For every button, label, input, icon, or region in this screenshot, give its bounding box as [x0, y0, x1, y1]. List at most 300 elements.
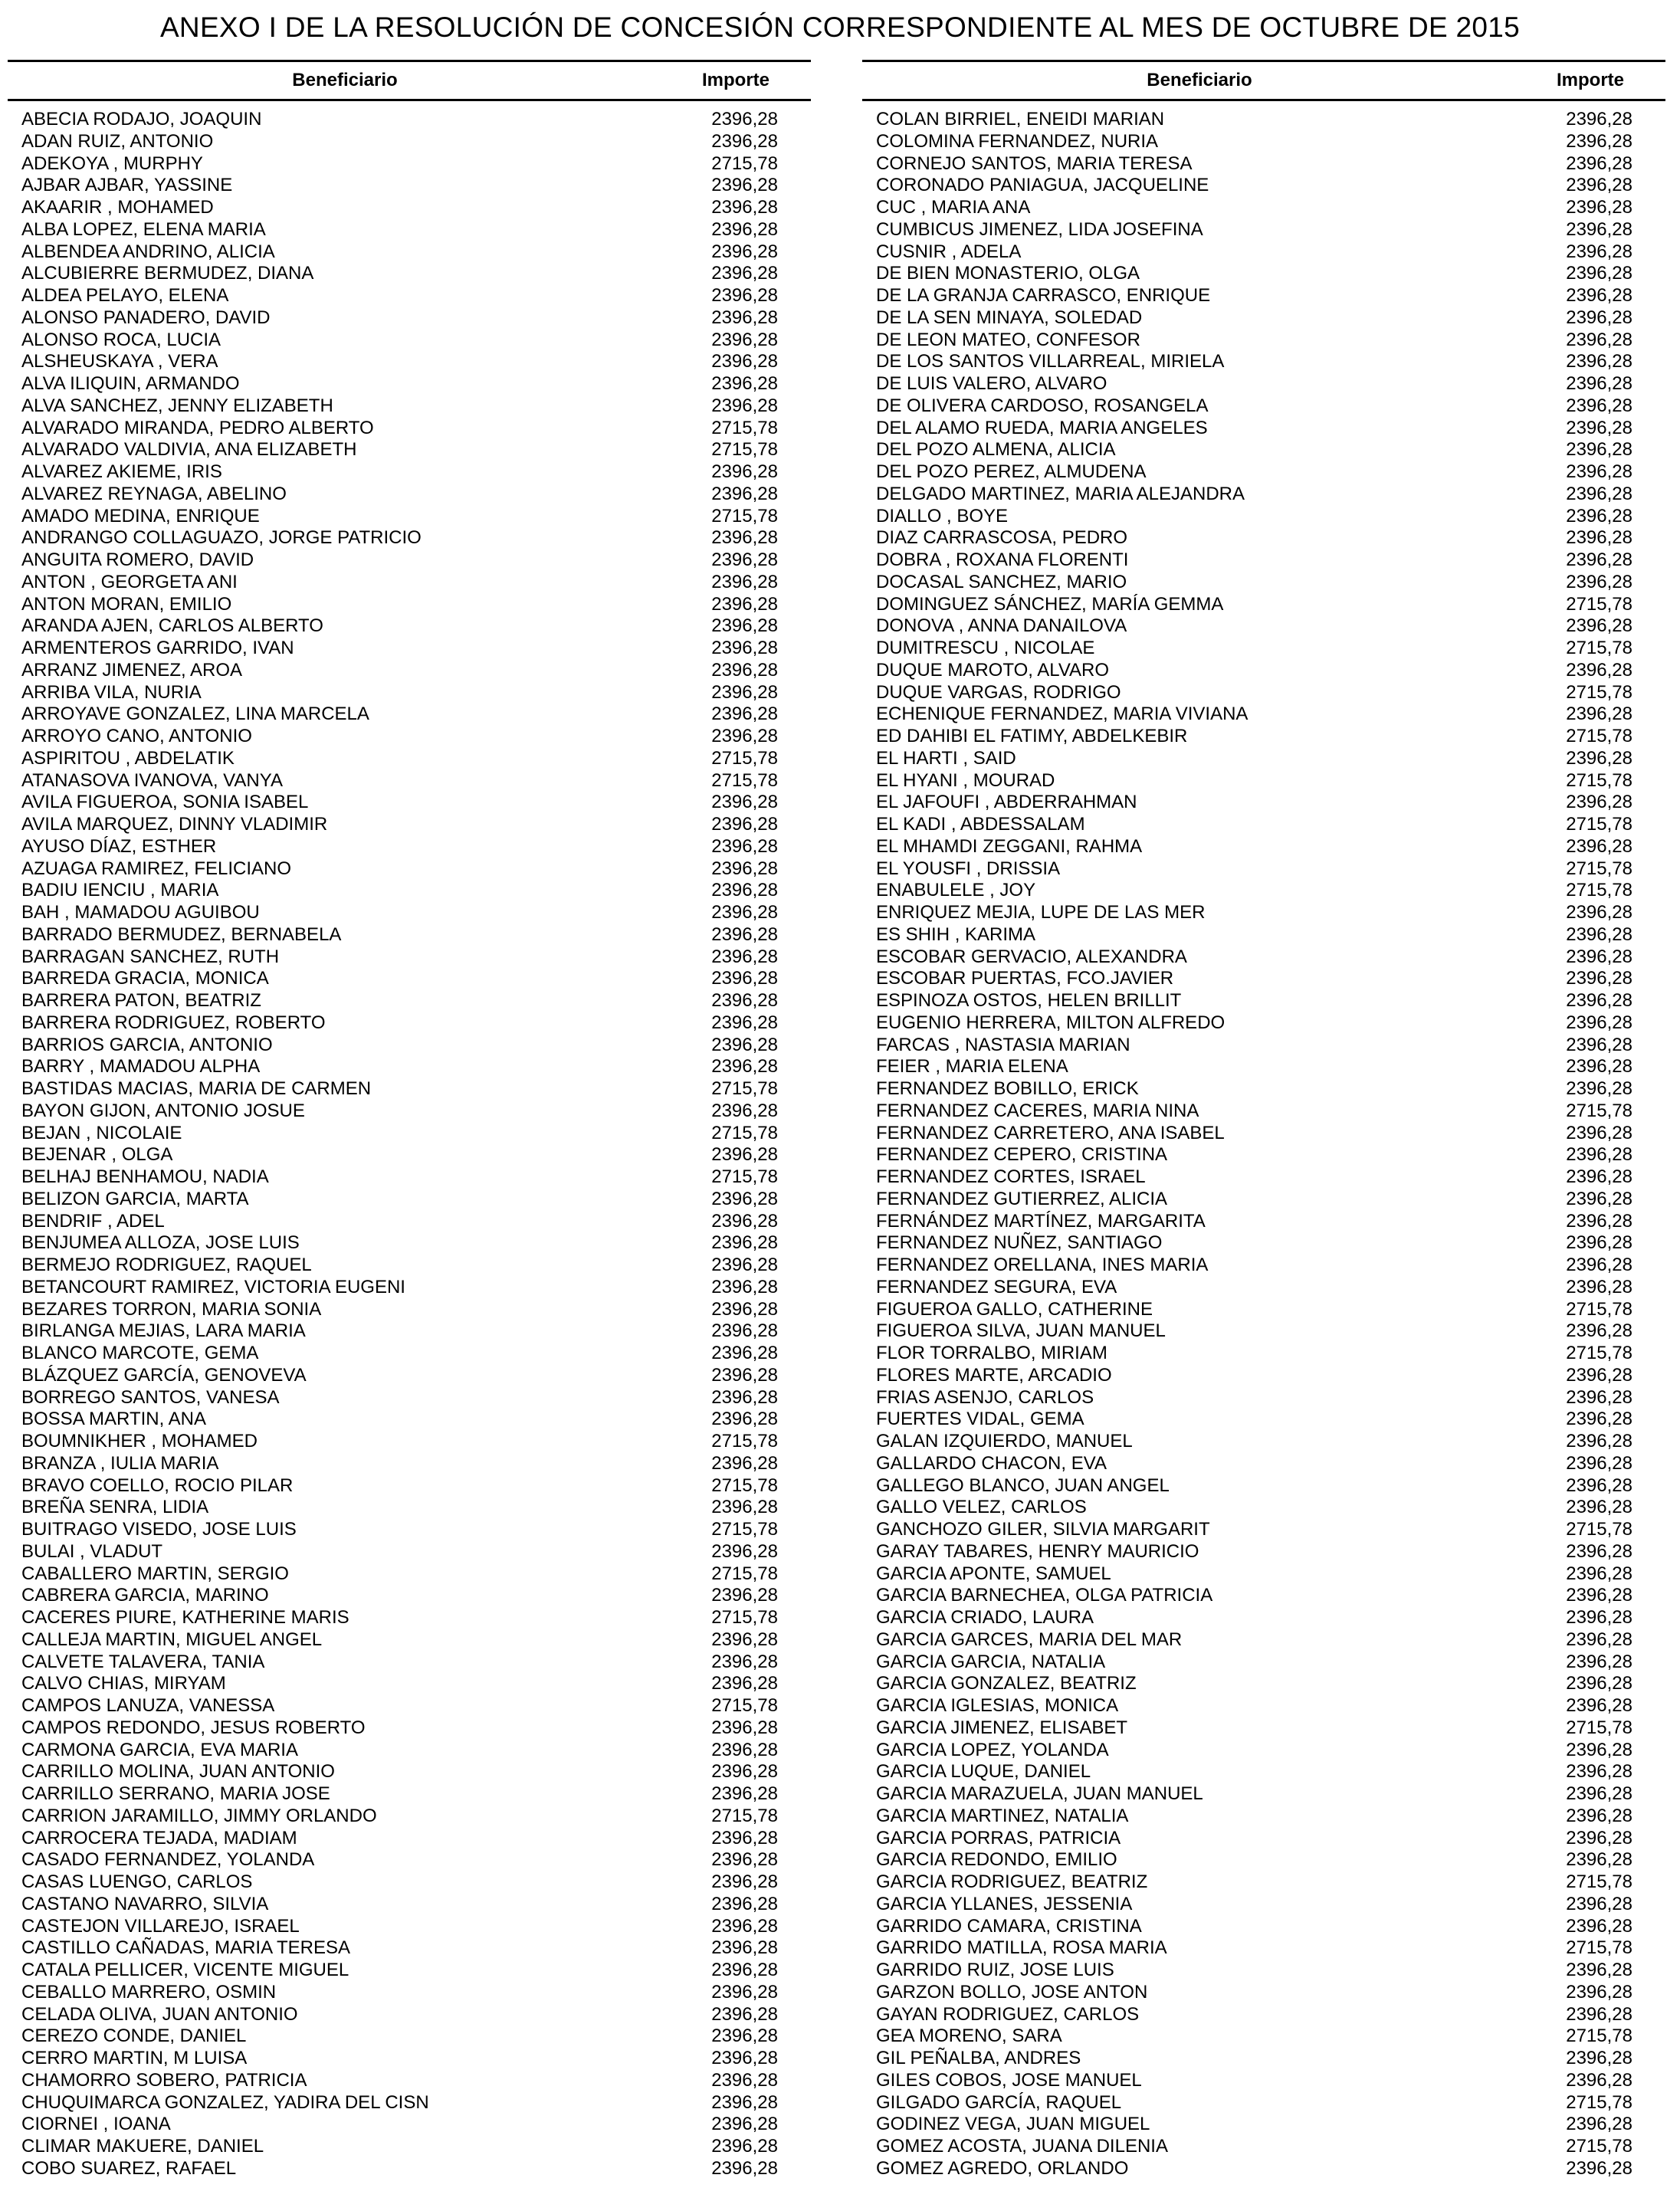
beneficiary-table-right	[862, 60, 1665, 2180]
table-row	[862, 1211, 1665, 1233]
amount-value: 2396,28	[1566, 2069, 1632, 2091]
beneficiary-name: EL JAFOUFI , ABDERRAHMAN	[876, 792, 1137, 813]
beneficiary-name: DOCASAL SANCHEZ, MARIO	[876, 571, 1127, 592]
beneficiary-table-left	[8, 60, 811, 2180]
table-row	[8, 1255, 811, 1277]
amount-value: 2396,28	[1566, 1585, 1632, 1606]
table-row	[8, 1211, 811, 1233]
beneficiary-name: ENABULELE , JOY	[876, 880, 1036, 901]
beneficiary-name: GAYAN RODRIGUEZ, CARLOS	[876, 2003, 1140, 2025]
amount-value: 2396,28	[711, 395, 778, 416]
amount-value: 2396,28	[1566, 130, 1632, 152]
beneficiary-name: BULAI , VLADUT	[21, 1540, 163, 1562]
table-row	[862, 131, 1665, 153]
amount-value: 2396,28	[711, 946, 778, 967]
amount-value: 2396,28	[1566, 1960, 1632, 1980]
amount-value: 2396,28	[711, 2048, 778, 2068]
amount-value: 2396,28	[1566, 1915, 1632, 1937]
amount-value: 2396,28	[1566, 1563, 1632, 1584]
table-row	[8, 1519, 811, 1541]
table-row	[862, 1695, 1665, 1717]
beneficiary-name: GARCIA REDONDO, EMILIO	[876, 1849, 1117, 1871]
beneficiary-name: FERNÁNDEZ MARTÍNEZ, MARGARITA	[876, 1210, 1206, 1232]
amount-value: 2396,28	[711, 1320, 778, 1342]
beneficiary-name: FARCAS , NASTASIA MARIAN	[876, 1034, 1130, 1055]
table-row	[8, 1100, 811, 1123]
table-row	[8, 2070, 811, 2092]
beneficiary-name: CASTEJON VILLAREJO, ISRAEL	[21, 1915, 300, 1937]
table-row	[862, 373, 1665, 395]
table-row	[862, 858, 1665, 881]
amount-value: 2396,28	[711, 1849, 778, 1871]
table-row	[862, 153, 1665, 175]
table-row	[8, 1320, 811, 1343]
amount-value: 2715,78	[1566, 593, 1632, 615]
amount-value: 2396,28	[1566, 571, 1632, 592]
beneficiary-name: CASTILLO CAÑADAS, MARIA TERESA	[21, 1937, 351, 1959]
beneficiary-name: DOMINGUEZ SÁNCHEZ, MARÍA GEMMA	[876, 593, 1224, 615]
amount-value: 2396,28	[711, 1056, 778, 1078]
table-row	[8, 770, 811, 792]
amount-value: 2396,28	[711, 2003, 778, 2025]
table-row	[862, 175, 1665, 197]
beneficiary-name: CORNEJO SANTOS, MARIA TERESA	[876, 153, 1193, 174]
beneficiary-name: COLAN BIRRIEL, ENEIDI MARIAN	[876, 109, 1165, 130]
header-bottom-rule	[8, 99, 811, 101]
amount-value: 2715,78	[1566, 1343, 1632, 1363]
table-row	[862, 902, 1665, 924]
beneficiary-name: CHAMORRO SOBERO, PATRICIA	[21, 2069, 307, 2091]
beneficiary-name: CUMBICUS JIMENEZ, LIDA JOSEFINA	[876, 218, 1203, 240]
beneficiary-name: CARRILLO MOLINA, JUAN ANTONIO	[21, 1761, 335, 1783]
table-row	[8, 880, 811, 902]
amount-value: 2396,28	[711, 218, 778, 240]
table-row	[8, 1035, 811, 1057]
amount-value: 2396,28	[711, 2114, 778, 2135]
beneficiary-name: DEL POZO PEREZ, ALMUDENA	[876, 461, 1147, 482]
amount-value: 2715,78	[1566, 681, 1632, 703]
table-row	[8, 131, 811, 153]
amount-value: 2396,28	[1566, 1144, 1632, 1166]
table-row	[862, 1894, 1665, 1916]
amount-value: 2396,28	[711, 109, 778, 130]
amount-value: 2396,28	[711, 858, 778, 879]
beneficiary-name: BARRERA PATON, BEATRIZ	[21, 990, 261, 1011]
amount-value: 2396,28	[1566, 615, 1632, 637]
beneficiary-name: COBO SUAREZ, RAFAEL	[21, 2157, 237, 2179]
beneficiary-name: BENJUMEA ALLOZA, JOSE LUIS	[21, 1232, 300, 1254]
amount-value: 2396,28	[711, 1871, 778, 1892]
amount-value: 2396,28	[1566, 1166, 1632, 1187]
amount-value: 2396,28	[1566, 1651, 1632, 1672]
amount-value: 2396,28	[711, 638, 778, 658]
amount-value: 2396,28	[1566, 307, 1632, 328]
amount-value: 2396,28	[1566, 1409, 1632, 1430]
beneficiary-name: CALVO CHIAS, MIRYAM	[21, 1673, 226, 1694]
table-row	[862, 1629, 1665, 1652]
table-row	[862, 1320, 1665, 1343]
beneficiary-name: EL MHAMDI ZEGGANI, RAHMA	[876, 835, 1143, 857]
beneficiary-name: BADIU IENCIU , MARIA	[21, 880, 219, 901]
beneficiary-name: DE LUIS VALERO, ALVARO	[876, 373, 1107, 394]
amount-value: 2396,28	[1566, 747, 1632, 769]
table-row	[862, 219, 1665, 241]
amount-value: 2396,28	[1566, 2157, 1632, 2179]
amount-value: 2396,28	[711, 2069, 778, 2091]
amount-value: 2396,28	[711, 1585, 778, 1606]
table-row	[862, 527, 1665, 549]
beneficiary-name: CUSNIR , ADELA	[876, 241, 1022, 262]
table-row	[862, 1166, 1665, 1189]
amount-value: 2396,28	[711, 1497, 778, 1518]
table-row	[8, 1673, 811, 1695]
table-row	[862, 1144, 1665, 1166]
table-row	[862, 1563, 1665, 1586]
table-row	[8, 1585, 811, 1607]
table-row	[862, 1277, 1665, 1299]
beneficiary-name: ANTON , GEORGETA ANI	[21, 571, 238, 592]
amount-value: 2715,78	[1566, 1100, 1632, 1121]
amount-value: 2396,28	[711, 351, 778, 372]
beneficiary-name: DE LEON MATEO, CONFESOR	[876, 329, 1140, 350]
beneficiary-name: EL YOUSFI , DRISSIA	[876, 858, 1061, 879]
table-row	[862, 814, 1665, 836]
table-row	[8, 968, 811, 990]
amount-value: 2396,28	[1566, 241, 1632, 262]
table-row	[8, 285, 811, 307]
amount-value: 2396,28	[711, 2157, 778, 2179]
amount-value: 2396,28	[711, 659, 778, 681]
beneficiary-name: CALLEJA MARTIN, MIGUEL ANGEL	[21, 1629, 323, 1650]
table-row	[862, 109, 1665, 131]
beneficiary-name: BERMEJO RODRIGUEZ, RAQUEL	[21, 1255, 312, 1275]
beneficiary-name: FLOR TORRALBO, MIRIAM	[876, 1343, 1107, 1363]
beneficiary-name: GANCHOZO GILER, SILVIA MARGARIT	[876, 1519, 1210, 1540]
beneficiary-name: GALAN IZQUIERDO, MANUEL	[876, 1431, 1133, 1451]
beneficiary-name: FERNANDEZ GUTIERREZ, ALICIA	[876, 1188, 1168, 1209]
amount-value: 2396,28	[1566, 395, 1632, 416]
table-row	[8, 1056, 811, 1078]
beneficiary-name: GIL PEÑALBA, ANDRES	[876, 2048, 1081, 2068]
amount-value: 2396,28	[1566, 1122, 1632, 1143]
beneficiary-name: GOMEZ AGREDO, ORLANDO	[876, 2157, 1129, 2179]
table-row	[8, 307, 811, 330]
amount-value: 2715,78	[1566, 1298, 1632, 1320]
beneficiary-name: DONOVA , ANNA DANAILOVA	[876, 615, 1127, 637]
beneficiary-name: GARCIA MARTINEZ, NATALIA	[876, 1805, 1129, 1826]
beneficiary-name: CATALA PELLICER, VICENTE MIGUEL	[21, 1960, 349, 1980]
amount-value: 2396,28	[1566, 1364, 1632, 1386]
table-row	[8, 1365, 811, 1387]
table-row	[862, 2026, 1665, 2048]
amount-value: 2396,28	[711, 880, 778, 901]
table-row	[8, 153, 811, 175]
amount-value: 2396,28	[1566, 329, 1632, 350]
beneficiary-name: BELHAJ BENHAMOU, NADIA	[21, 1166, 269, 1187]
table-row	[862, 2114, 1665, 2136]
amount-value: 2715,78	[711, 747, 778, 769]
table-row	[862, 2136, 1665, 2158]
beneficiary-name: CELADA OLIVA, JUAN ANTONIO	[21, 2003, 298, 2025]
table-row	[862, 1652, 1665, 1674]
amount-value: 2396,28	[1566, 351, 1632, 372]
amount-value: 2396,28	[711, 483, 778, 504]
table-row	[8, 175, 811, 197]
table-row	[862, 1673, 1665, 1695]
beneficiary-name: CASTANO NAVARRO, SILVIA	[21, 1893, 269, 1914]
table-row	[8, 902, 811, 924]
beneficiary-name: ALVA SANCHEZ, JENNY ELIZABETH	[21, 395, 333, 416]
table-row	[862, 770, 1665, 792]
beneficiary-name: BEZARES TORRON, MARIA SONIA	[21, 1298, 322, 1320]
beneficiary-name: AMADO MEDINA, ENRIQUE	[21, 505, 260, 526]
table-row	[862, 1387, 1665, 1409]
table-row	[862, 330, 1665, 352]
beneficiary-name: GARZON BOLLO, JOSE ANTON	[876, 1981, 1148, 2003]
amount-value: 2396,28	[1566, 1452, 1632, 1474]
amount-value: 2715,78	[711, 439, 778, 461]
beneficiary-name: GALLO VELEZ, CARLOS	[876, 1497, 1087, 1518]
amount-value: 2396,28	[711, 1343, 778, 1363]
amount-value: 2396,28	[711, 1144, 778, 1166]
amount-value: 2396,28	[1566, 483, 1632, 504]
amount-value: 2396,28	[711, 1540, 778, 1562]
table-row	[862, 395, 1665, 418]
table-row	[862, 1497, 1665, 1519]
beneficiary-name: CEBALLO MARRERO, OSMIN	[21, 1981, 277, 2003]
table-row	[8, 109, 811, 131]
amount-value: 2396,28	[711, 1827, 778, 1848]
beneficiary-name: CABRERA GARCIA, MARINO	[21, 1585, 269, 1606]
table-row	[862, 197, 1665, 219]
table-row	[862, 1123, 1665, 1145]
table-row	[8, 1629, 811, 1652]
column-header-amount: Importe	[701, 70, 769, 90]
amount-value: 2396,28	[711, 1386, 778, 1408]
table-row	[8, 924, 811, 946]
amount-value: 2396,28	[711, 2026, 778, 2047]
amount-value: 2396,28	[1566, 2114, 1632, 2135]
amount-value: 2396,28	[711, 1651, 778, 1672]
table-row	[8, 330, 811, 352]
table-row	[8, 1806, 811, 1828]
table-row	[862, 1806, 1665, 1828]
amount-value: 2396,28	[711, 197, 778, 218]
beneficiary-name: EL HARTI , SAID	[876, 747, 1016, 769]
amount-value: 2715,78	[711, 505, 778, 526]
beneficiary-name: GARCIA GONZALEZ, BEATRIZ	[876, 1673, 1137, 1694]
table-row	[8, 1652, 811, 1674]
beneficiary-name: ALONSO PANADERO, DAVID	[21, 307, 271, 328]
table-row	[862, 506, 1665, 528]
amount-value: 2396,28	[711, 1188, 778, 1209]
table-row	[862, 484, 1665, 506]
amount-value: 2396,28	[711, 1761, 778, 1783]
amount-value: 2396,28	[711, 681, 778, 703]
table-row	[8, 1894, 811, 1916]
table-row	[862, 1717, 1665, 1740]
beneficiary-name: GARCIA JIMENEZ, ELISABET	[876, 1717, 1128, 1738]
amount-value: 2396,28	[1566, 1497, 1632, 1518]
amount-value: 2396,28	[1566, 1893, 1632, 1914]
beneficiary-name: ADAN RUIZ, ANTONIO	[21, 130, 214, 152]
beneficiary-name: BETANCOURT RAMIREZ, VICTORIA EUGENI	[21, 1276, 405, 1297]
table-row	[862, 263, 1665, 285]
beneficiary-name: ALVA ILIQUIN, ARMANDO	[21, 373, 240, 394]
amount-value: 2396,28	[711, 990, 778, 1011]
amount-value: 2396,28	[711, 1232, 778, 1254]
beneficiary-name: ARROYO CANO, ANTONIO	[21, 726, 252, 746]
beneficiary-name: GARRIDO CAMARA, CRISTINA	[876, 1915, 1142, 1937]
beneficiary-name: GARCIA IGLESIAS, MONICA	[876, 1695, 1119, 1716]
table-row	[862, 285, 1665, 307]
beneficiary-name: BUITRAGO VISEDO, JOSE LUIS	[21, 1519, 297, 1540]
amount-value: 2396,28	[1566, 1827, 1632, 1848]
table-row	[8, 682, 811, 704]
beneficiary-name: BRANZA , IULIA MARIA	[21, 1452, 219, 1474]
table-row	[862, 1078, 1665, 1100]
amount-value: 2396,28	[711, 1034, 778, 1055]
beneficiary-name: CORONADO PANIAGUA, JACQUELINE	[876, 175, 1209, 196]
amount-value: 2715,78	[1566, 769, 1632, 791]
amount-value: 2396,28	[1566, 1629, 1632, 1650]
table-row	[8, 241, 811, 264]
table-row	[862, 748, 1665, 770]
beneficiary-name: ESPINOZA OSTOS, HELEN BRILLIT	[876, 990, 1182, 1011]
beneficiary-name: CACERES PIURE, KATHERINE MARIS	[21, 1607, 349, 1628]
table-row	[8, 1299, 811, 1321]
amount-value: 2396,28	[711, 2091, 778, 2113]
table-row	[862, 572, 1665, 594]
amount-value: 2396,28	[1566, 792, 1632, 813]
amount-value: 2396,28	[1566, 1320, 1632, 1342]
beneficiary-name: ARMENTEROS GARRIDO, IVAN	[21, 638, 294, 658]
table-row	[862, 1475, 1665, 1497]
table-body	[8, 109, 811, 2180]
beneficiary-name: ADEKOYA , MURPHY	[21, 153, 203, 174]
table-row	[8, 814, 811, 836]
amount-value: 2396,28	[1566, 285, 1632, 306]
amount-value: 2715,78	[711, 1805, 778, 1826]
beneficiary-name: FRIAS ASENJO, CARLOS	[876, 1386, 1094, 1408]
beneficiary-name: GARCIA CRIADO, LAURA	[876, 1607, 1094, 1628]
table-row	[862, 660, 1665, 682]
beneficiary-name: GALLARDO CHACON, EVA	[876, 1452, 1107, 1474]
beneficiary-name: GARCIA BARNECHEA, OLGA PATRICIA	[876, 1585, 1213, 1606]
table-row	[862, 351, 1665, 373]
table-row	[862, 2048, 1665, 2070]
table-row	[862, 1431, 1665, 1453]
beneficiary-name: GARCIA APONTE, SAMUEL	[876, 1563, 1111, 1584]
beneficiary-name: BARRERA RODRIGUEZ, ROBERTO	[21, 1012, 326, 1033]
amount-value: 2715,78	[711, 417, 778, 438]
amount-value: 2715,78	[1566, 880, 1632, 901]
amount-value: 2396,28	[711, 1012, 778, 1033]
amount-value: 2715,78	[1566, 1871, 1632, 1892]
amount-value: 2396,28	[1566, 2048, 1632, 2068]
beneficiary-name: ENRIQUEZ MEJIA, LUPE DE LAS MER	[876, 902, 1206, 923]
amount-value: 2396,28	[711, 1893, 778, 1914]
table-row	[862, 638, 1665, 660]
table-row	[8, 2048, 811, 2070]
table-row	[8, 1541, 811, 1563]
table-row	[862, 946, 1665, 969]
beneficiary-name: FERNANDEZ BOBILLO, ERICK	[876, 1078, 1139, 1099]
table-row	[862, 1871, 1665, 1894]
table-row	[8, 219, 811, 241]
amount-value: 2396,28	[711, 1629, 778, 1650]
table-row	[8, 484, 811, 506]
table-row	[8, 506, 811, 528]
amount-value: 2396,28	[1566, 990, 1632, 1011]
table-row	[8, 638, 811, 660]
amount-value: 2396,28	[711, 1364, 778, 1386]
beneficiary-name: BARRIOS GARCIA, ANTONIO	[21, 1034, 273, 1055]
table-row	[8, 395, 811, 418]
beneficiary-name: DE LA GRANJA CARRASCO, ENRIQUE	[876, 285, 1211, 306]
beneficiary-name: CARRILLO SERRANO, MARIA JOSE	[21, 1783, 330, 1804]
amount-value: 2715,78	[1566, 726, 1632, 746]
amount-value: 2396,28	[711, 726, 778, 746]
amount-value: 2396,28	[1566, 1849, 1632, 1871]
beneficiary-name: GILGADO GARCÍA, RAQUEL	[876, 2091, 1122, 2113]
amount-value: 2396,28	[1566, 1805, 1632, 1826]
beneficiary-name: ED DAHIBI EL FATIMY, ABDELKEBIR	[876, 726, 1188, 746]
table-row	[862, 880, 1665, 902]
amount-value: 2396,28	[1566, 439, 1632, 461]
beneficiary-name: GARCIA PORRAS, PATRICIA	[876, 1827, 1121, 1848]
table-row	[862, 418, 1665, 440]
table-row	[8, 1849, 811, 1871]
beneficiary-name: CUC , MARIA ANA	[876, 197, 1031, 218]
amount-value: 2715,78	[1566, 1519, 1632, 1540]
table-row	[8, 836, 811, 858]
beneficiary-name: ALBA LOPEZ, ELENA MARIA	[21, 218, 266, 240]
beneficiary-name: BELIZON GARCIA, MARTA	[21, 1188, 249, 1209]
beneficiary-name: AVILA FIGUEROA, SONIA ISABEL	[21, 792, 309, 813]
amount-value: 2715,78	[711, 1474, 778, 1496]
beneficiary-name: CASADO FERNANDEZ, YOLANDA	[21, 1849, 315, 1871]
table-row	[8, 1189, 811, 1211]
beneficiary-name: CHUQUIMARCA GONZALEZ, YADIRA DEL CISN	[21, 2091, 429, 2113]
table-row	[8, 1409, 811, 1431]
beneficiary-name: BASTIDAS MACIAS, MARIA DE CARMEN	[21, 1078, 372, 1099]
amount-value: 2715,78	[711, 769, 778, 791]
beneficiary-name: ALVARADO VALDIVIA, ANA ELIZABETH	[21, 439, 357, 461]
table-row	[862, 1299, 1665, 1321]
beneficiary-name: BLANCO MARCOTE, GEMA	[21, 1343, 259, 1363]
amount-value: 2396,28	[711, 241, 778, 262]
amount-value: 2396,28	[711, 902, 778, 923]
amount-value: 2715,78	[711, 1695, 778, 1716]
beneficiary-name: ALSHEUSKAYA , VERA	[21, 351, 218, 372]
beneficiary-name: FIGUEROA SILVA, JUAN MANUEL	[876, 1320, 1166, 1342]
table-row	[8, 197, 811, 219]
amount-value: 2396,28	[1566, 835, 1632, 857]
table-row	[8, 527, 811, 549]
amount-value: 2715,78	[1566, 1717, 1632, 1738]
beneficiary-name: FERNANDEZ CACERES, MARIA NINA	[876, 1100, 1199, 1121]
amount-value: 2396,28	[711, 175, 778, 196]
beneficiary-name: BOSSA MARTIN, ANA	[21, 1409, 206, 1430]
amount-value: 2396,28	[1566, 1981, 1632, 2003]
beneficiary-name: AZUAGA RAMIREZ, FELICIANO	[21, 858, 292, 879]
beneficiary-name: DEL POZO ALMENA, ALICIA	[876, 439, 1116, 461]
amount-value: 2396,28	[1566, 1210, 1632, 1232]
table-row	[862, 1100, 1665, 1123]
amount-value: 2715,78	[711, 1166, 778, 1187]
beneficiary-name: FIGUEROA GALLO, CATHERINE	[876, 1298, 1153, 1320]
